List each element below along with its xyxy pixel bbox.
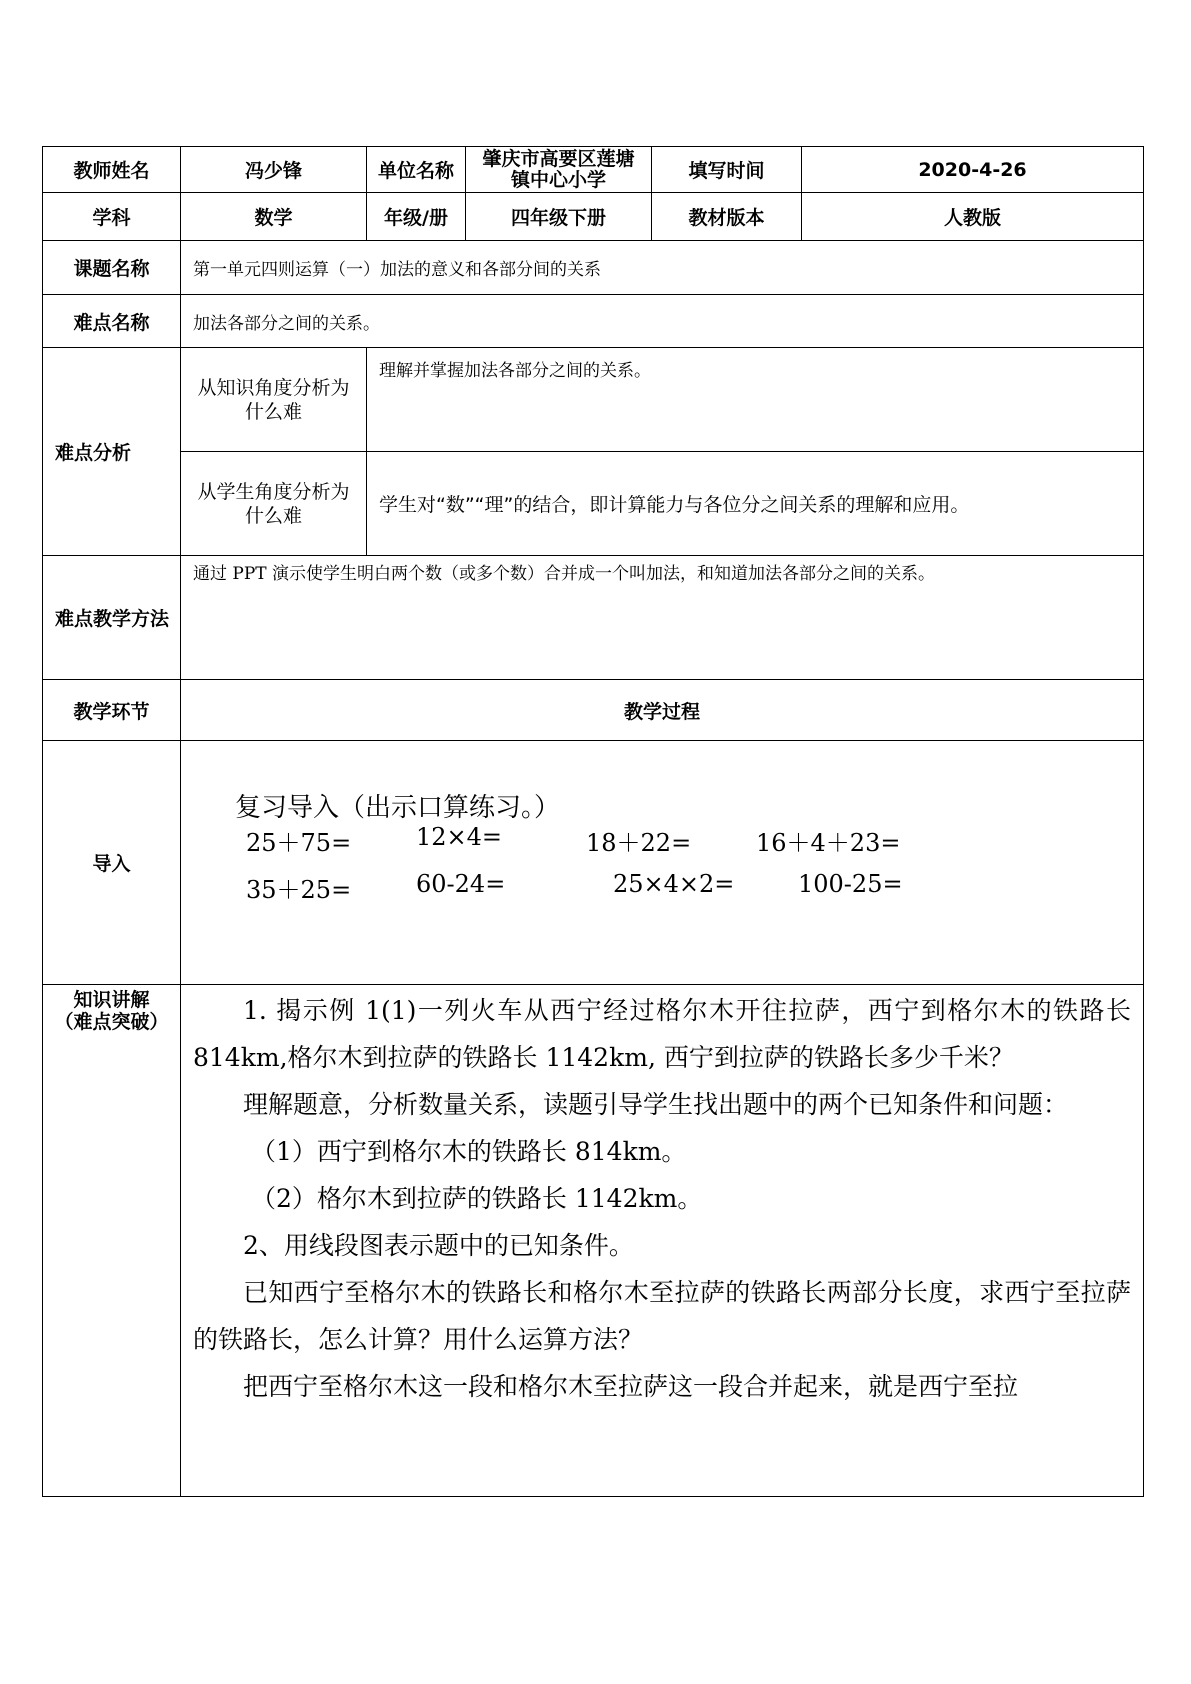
date-label: 填写时间 <box>652 147 802 193</box>
knowledge-angle-label-line1: 从知识角度分析为 <box>197 376 350 399</box>
knowledge-angle-value: 理解并掌握加法各部分之间的关系。 <box>367 348 1144 452</box>
knowledge-label <box>43 985 181 1497</box>
analysis-label: 难点分析 <box>43 348 181 556</box>
knowledge-paragraph: 1. 揭示例 1(1)一列火车从西宁经过格尔木开往拉萨，西宁到格尔木的铁路长 814km,格尔木到拉萨的铁路长 1142km, 西宁到拉萨的铁路长多少千米？ <box>193 996 1131 1072</box>
student-angle-label-line1: 从学生角度分析为 <box>197 480 350 503</box>
edition-label: 教材版本 <box>652 193 802 241</box>
header-row-2 <box>43 193 1144 241</box>
student-angle-label <box>181 452 367 556</box>
method-row <box>43 556 1144 680</box>
unit-value-line2: 镇中心小学 <box>510 168 606 191</box>
intro-row <box>43 741 1144 985</box>
process-value: 教学过程 <box>181 680 1144 741</box>
knowledge-angle-label-line2: 什么难 <box>244 400 302 423</box>
method-value: 通过 PPT 演示使学生明白两个数（或多个数）合并成一个叫加法，和知道加法各部分之间的关系。 <box>181 556 1144 680</box>
exercise-item: 100-25= <box>798 870 903 898</box>
difficulty-row <box>43 295 1144 348</box>
knowledge-paragraph: 理解题意，分析数量关系，读题引导学生找出题中的两个已知条件和问题： <box>243 1090 1069 1119</box>
student-angle-label-line2: 什么难 <box>244 504 302 527</box>
method-label: 难点教学方法 <box>43 556 181 680</box>
subject-value: 数学 <box>181 193 367 241</box>
difficulty-label: 难点名称 <box>43 295 181 348</box>
header-row-1 <box>43 147 1144 193</box>
teacher-value: 冯少锋 <box>181 147 367 193</box>
analysis-knowledge-row <box>43 348 1144 452</box>
intro-content <box>181 741 1144 985</box>
exercise-item: 18＋22= <box>586 829 692 857</box>
topic-label: 课题名称 <box>43 241 181 295</box>
exercise-item: 25×4×2= <box>613 870 735 898</box>
topic-value: 第一单元四则运算（一）加法的意义和各部分间的关系 <box>181 241 1144 295</box>
exercise-item: 16＋4＋23= <box>756 829 901 857</box>
teacher-label: 教师姓名 <box>43 147 181 193</box>
knowledge-label-line1: 知识讲解 <box>73 989 150 1011</box>
exercise-item: 12×4= <box>416 823 503 851</box>
exercise-item: 60-24= <box>416 870 506 898</box>
subject-label: 学科 <box>43 193 181 241</box>
intro-title: 复习导入（出示口算练习。） <box>235 793 561 823</box>
grade-label: 年级/册 <box>367 193 466 241</box>
exercise-item: 25＋75= <box>246 829 352 857</box>
process-label: 教学环节 <box>43 680 181 741</box>
knowledge-angle-label <box>181 348 367 452</box>
unit-value-line1: 肇庆市高要区莲塘 <box>482 147 635 170</box>
edition-value: 人教版 <box>802 193 1144 241</box>
topic-row <box>43 241 1144 295</box>
difficulty-value: 加法各部分之间的关系。 <box>181 295 1144 348</box>
lesson-plan-table <box>42 146 1144 1497</box>
intro-label: 导入 <box>43 741 181 985</box>
date-value: 2020-4-26 <box>802 147 1144 193</box>
knowledge-label-line2: （难点突破） <box>54 1011 169 1033</box>
knowledge-paragraph: 已知西宁至格尔木的铁路长和格尔木至拉萨的铁路长两部分长度，求西宁至拉萨的铁路长，怎么计算？用什么运算方法？ <box>193 1278 1131 1354</box>
unit-value <box>466 147 652 193</box>
knowledge-row <box>43 985 1144 1497</box>
knowledge-paragraph: 把西宁至格尔木这一段和格尔木至拉萨这一段合并起来，就是西宁至拉 <box>243 1372 1019 1401</box>
knowledge-paragraph: （2）格尔木到拉萨的铁路长 1142km。 <box>251 1184 703 1213</box>
grade-value: 四年级下册 <box>466 193 652 241</box>
knowledge-paragraph: 2、用线段图表示题中的已知条件。 <box>243 1231 634 1260</box>
student-angle-value: 学生对“数”“理”的结合，即计算能力与各位分之间关系的理解和应用。 <box>367 452 1144 556</box>
process-row <box>43 680 1144 741</box>
knowledge-paragraph: （1）西宁到格尔木的铁路长 814km。 <box>251 1137 687 1166</box>
analysis-student-row <box>43 452 1144 556</box>
exercise-item: 35＋25= <box>246 876 352 904</box>
knowledge-content <box>181 985 1144 1497</box>
unit-label: 单位名称 <box>367 147 466 193</box>
